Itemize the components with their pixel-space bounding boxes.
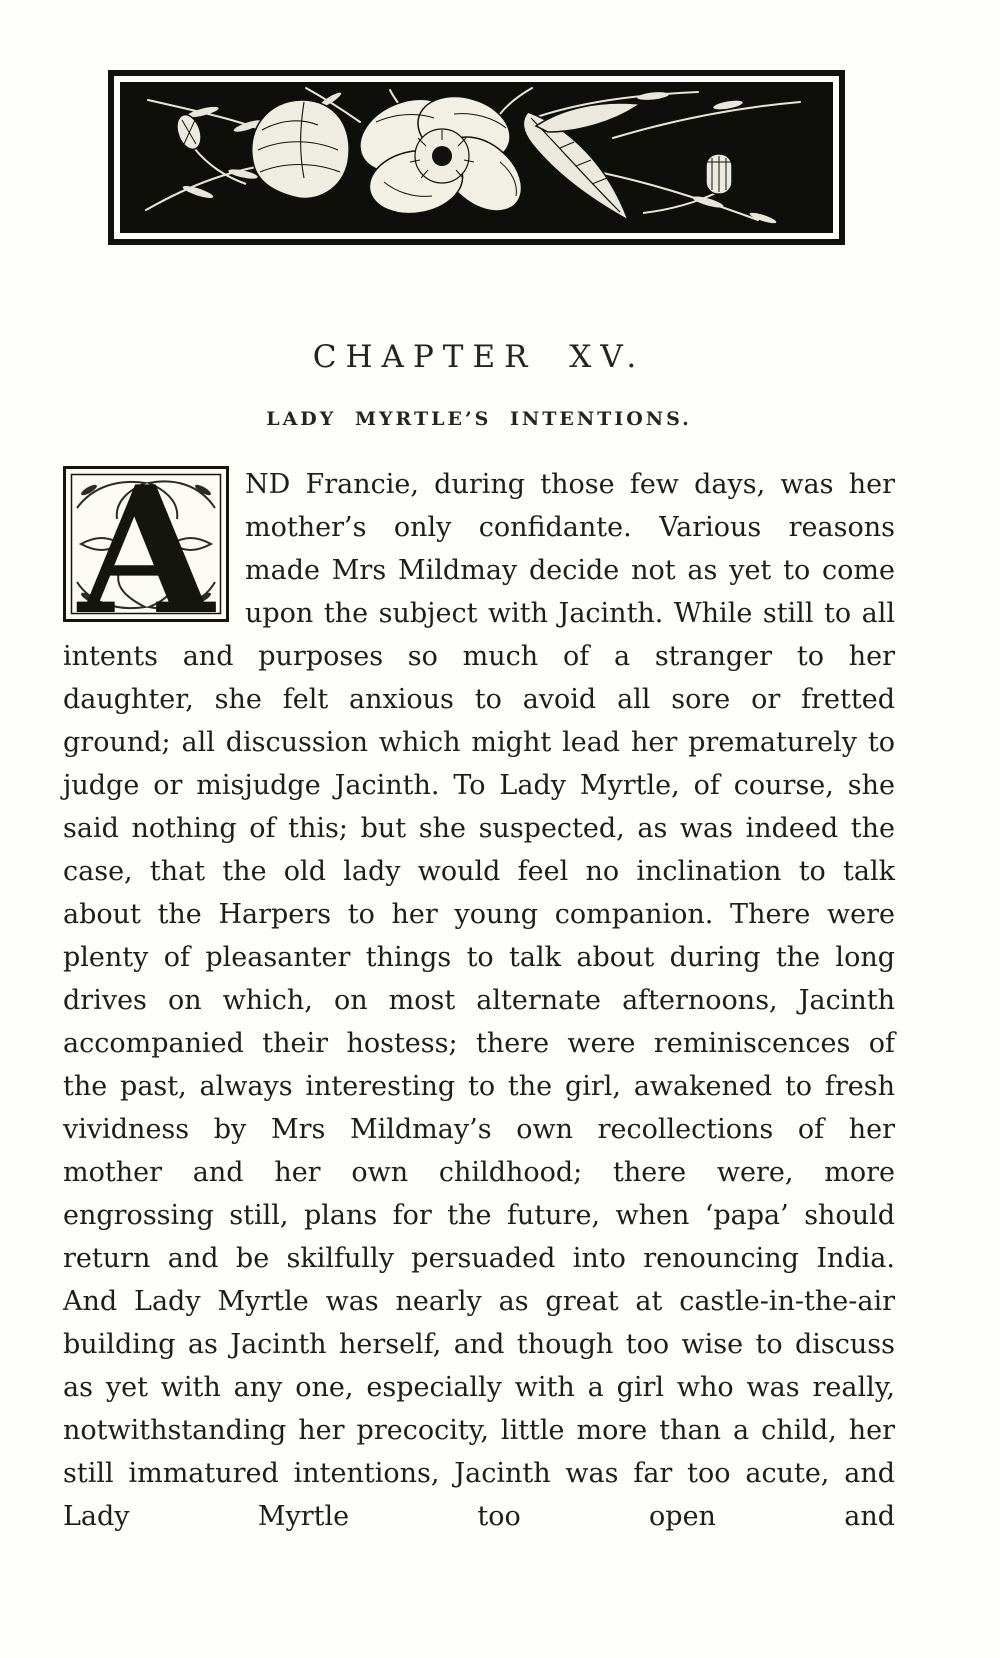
chapter-heading: CHAPTER XV. <box>312 339 646 375</box>
drop-cap <box>63 449 229 654</box>
drop-cap-letter: A <box>78 449 214 654</box>
paragraph-text: ND Francie, during those few days, was her mother’s only confidante. Various reasons made Mrs Mildmay decide not as yet to come upon the subject with Jacinth. While still to all intents and purposes so much of a stranger to her daughter, she felt anxious to avoid all sore or fretted ground; all discussion which might lead her prematurely to judge or misjudge Jacinth. To Lady Myrtle, of course, she said nothing of this; but she suspected, as was indeed the case, that the old lady would feel no inclination to talk about the Harpers to her young companion. There were plenty of pleasanter things to talk about during the long drives on which, on most alternate afternoons, Jacinth accompanied their hostess; there were reminiscences of the past, always interesting to the girl, awakened to fresh vividness by Mrs Mildmay’s own recollections of her mother and her own childhood; there were, more engrossing still, plans for the future, when ‘papa’ should return and be skilfully persuaded into renouncing India. And Lady Myrtle was nearly as great at castle-in-the-air building as Jacinth herself, and though too wise to discuss as yet with any one, especially with a girl who was really, notwithstanding her precocity, little more than a child, her still immatured intentions, Jacinth was far too acute, and Lady Myrtle too open and <box>63 469 895 1532</box>
drop-cap-ornament <box>63 449 229 654</box>
headpiece-floral-engraving <box>108 70 845 245</box>
body-paragraph <box>63 449 895 1538</box>
chapter-subtitle: LADY MYRTLE’S INTENTIONS. <box>266 408 692 430</box>
